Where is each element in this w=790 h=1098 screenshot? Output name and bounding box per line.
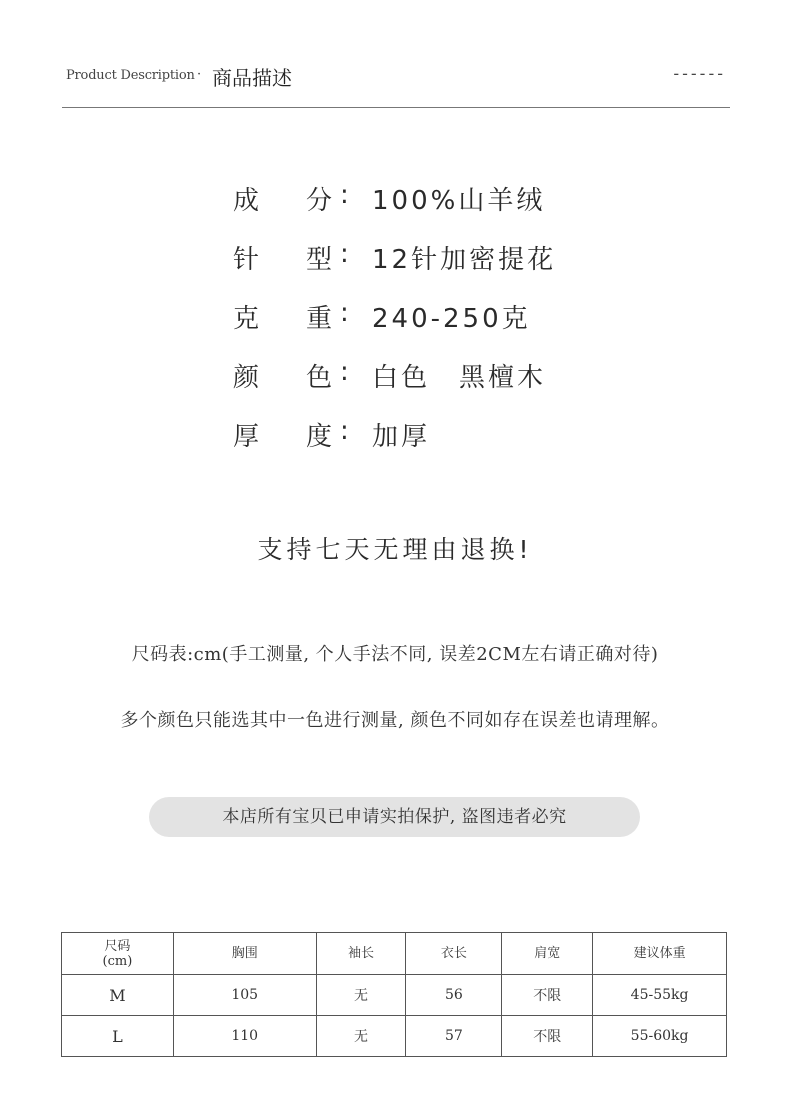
size-chart-note: 尺码表:cm(手工测量, 个人手法不同, 误差2CM左右请正确对待) xyxy=(131,644,659,665)
header-sleeve: 袖长 xyxy=(316,933,406,975)
spec-colon: : xyxy=(340,298,349,328)
cell-shoulder: 不限 xyxy=(502,1016,593,1057)
spec-label-char-1: 成 xyxy=(233,186,260,216)
spec-label-char-1: 颜 xyxy=(233,363,260,393)
spec-colon: : xyxy=(340,180,349,210)
header-size xyxy=(62,933,174,975)
spec-colon: : xyxy=(340,357,349,387)
spec-colon: : xyxy=(340,416,349,446)
spec-list xyxy=(233,180,653,475)
spec-row-weight xyxy=(233,298,653,357)
cell-weight: 45-55kg xyxy=(593,975,727,1016)
spec-colon: : xyxy=(340,239,349,269)
spec-row-color xyxy=(233,357,653,416)
section-header xyxy=(66,62,726,92)
cell-length: 56 xyxy=(406,975,502,1016)
cell-chest: 105 xyxy=(173,975,316,1016)
header-dashes: ------ xyxy=(673,64,726,83)
spec-label-char-2: 色 xyxy=(306,363,333,393)
header-weight: 建议体重 xyxy=(593,933,727,975)
spec-label-char-1: 针 xyxy=(233,245,260,275)
header-divider xyxy=(62,107,730,108)
spec-value: 加厚 xyxy=(372,422,431,452)
header-length: 衣长 xyxy=(406,933,502,975)
header-chest: 胸围 xyxy=(173,933,316,975)
spec-row-composition xyxy=(233,180,653,239)
spec-value: 100%山羊绒 xyxy=(372,186,546,216)
spec-value: 12针加密提花 xyxy=(372,245,557,275)
spec-label-char-2: 分 xyxy=(306,186,333,216)
header-size-unit: (cm) xyxy=(102,953,133,969)
color-measure-note: 多个颜色只能选其中一色进行测量, 颜色不同如存在误差也请理解。 xyxy=(120,710,670,731)
header-size-label: 尺码 xyxy=(104,938,131,954)
cell-length: 57 xyxy=(406,1016,502,1057)
spec-label-char-2: 重 xyxy=(306,304,333,334)
size-table xyxy=(61,932,727,1057)
spec-label-char-1: 克 xyxy=(233,304,260,334)
cell-size: M xyxy=(62,975,174,1016)
spec-label-char-1: 厚 xyxy=(233,422,260,452)
table-row xyxy=(62,1016,727,1057)
cell-sleeve: 无 xyxy=(316,1016,406,1057)
cell-weight: 55-60kg xyxy=(593,1016,727,1057)
cell-shoulder: 不限 xyxy=(502,975,593,1016)
spec-label-char-2: 型 xyxy=(306,245,333,275)
spec-value: 240-250克 xyxy=(372,304,531,334)
spec-row-thickness xyxy=(233,416,653,475)
header-english-title: Product Description xyxy=(66,68,195,83)
table-header-row xyxy=(62,933,727,975)
header-chinese-title: 商品描述 xyxy=(212,66,292,90)
cell-sleeve: 无 xyxy=(316,975,406,1016)
copyright-notice-pill: 本店所有宝贝已申请实拍保护, 盗图违者必究 xyxy=(149,797,640,837)
header-shoulder: 肩宽 xyxy=(502,933,593,975)
spec-value: 白色 黑檀木 xyxy=(372,363,547,393)
table-row xyxy=(62,975,727,1016)
header-separator-dot: · xyxy=(197,67,202,82)
spec-label-char-2: 度 xyxy=(306,422,333,452)
cell-chest: 110 xyxy=(173,1016,316,1057)
cell-size: L xyxy=(62,1016,174,1057)
spec-row-gauge xyxy=(233,239,653,298)
return-policy-slogan: 支持七天无理由退换! xyxy=(257,535,533,564)
